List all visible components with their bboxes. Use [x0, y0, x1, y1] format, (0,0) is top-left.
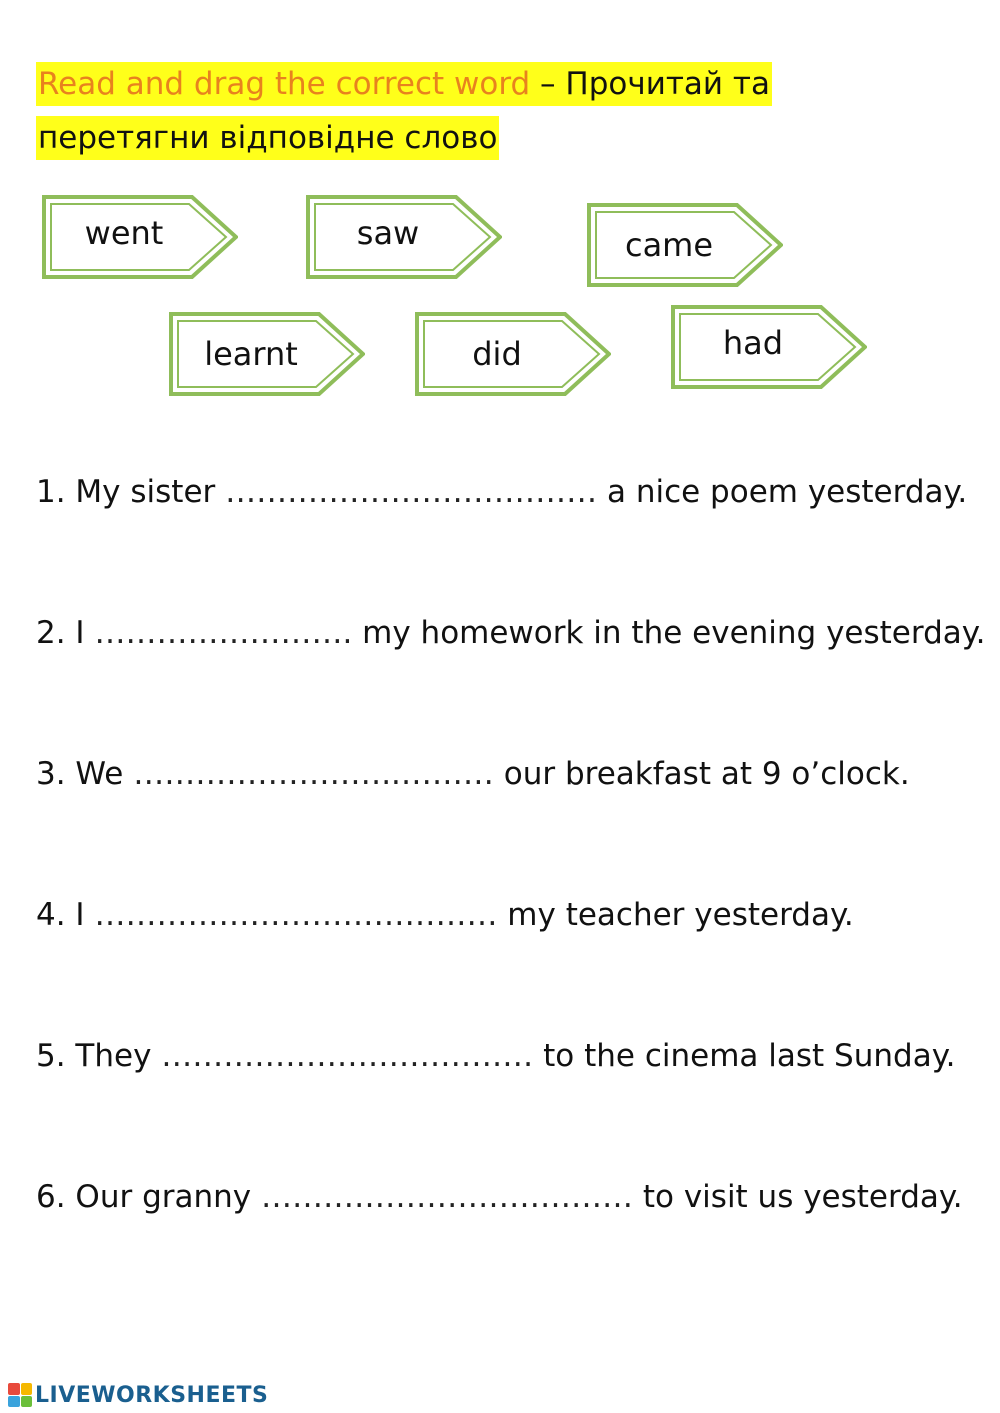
- sentence-before: 5. They: [36, 1038, 162, 1074]
- word-tag-label: came: [624, 226, 714, 264]
- brand-name: LIVEWORKSHEETS: [35, 1382, 269, 1408]
- sentence-6: [36, 1177, 963, 1217]
- answer-drop-zone[interactable]: ………………………………: [225, 474, 598, 510]
- sentence-before: 2. I: [36, 615, 95, 651]
- word-tag-label: did: [472, 335, 522, 373]
- word-tag-label: went: [84, 214, 164, 252]
- sentence-after: a nice poem yesterday.: [597, 474, 968, 510]
- word-tag-saw[interactable]: [306, 195, 502, 279]
- sentence-before: 1. My sister: [36, 474, 226, 510]
- instruction-separator: –: [530, 66, 566, 102]
- word-tag-label: saw: [356, 214, 420, 252]
- instruction-english: Read and drag the correct word: [38, 66, 531, 102]
- word-tag-learnt[interactable]: [169, 312, 365, 396]
- sentence-before: 6. Our granny: [36, 1179, 261, 1215]
- sentence-after: my teacher yesterday.: [497, 897, 854, 933]
- sentence-after: to the cinema last Sunday.: [533, 1038, 956, 1074]
- word-tag-went[interactable]: [42, 195, 238, 279]
- instruction-ukrainian-1: Прочитай та: [565, 66, 770, 102]
- sentence-5: [36, 1036, 955, 1076]
- answer-drop-zone[interactable]: ………………………………: [161, 1038, 534, 1074]
- word-tag-had[interactable]: [671, 305, 867, 389]
- word-tag-label: learnt: [204, 335, 298, 373]
- sentence-1: [36, 472, 967, 512]
- sentence-after: to visit us yesterday.: [633, 1179, 963, 1215]
- answer-drop-zone[interactable]: …………………….: [94, 615, 353, 651]
- answer-drop-zone[interactable]: ……………………..………: [133, 756, 494, 792]
- word-tag-label: had: [722, 324, 784, 362]
- sentence-4: [36, 895, 854, 935]
- instruction-line-1: [36, 62, 772, 106]
- sentence-2: [36, 613, 986, 653]
- sentence-before: 3. We: [36, 756, 134, 792]
- instruction-ukrainian-2: перетягни відповідне слово: [38, 120, 498, 156]
- sentence-after: my homework in the evening yesterday.: [352, 615, 986, 651]
- word-tag-did[interactable]: [415, 312, 611, 396]
- liveworksheets-logo-icon: [8, 1383, 32, 1407]
- instruction-line-2: [36, 116, 499, 160]
- sentence-before: 4. I: [36, 897, 95, 933]
- sentence-after: our breakfast at 9 o’clock.: [493, 756, 910, 792]
- answer-drop-zone[interactable]: …………………………………: [94, 897, 498, 933]
- word-tag-came[interactable]: [587, 203, 783, 287]
- liveworksheets-logo: [8, 1379, 268, 1411]
- answer-drop-zone[interactable]: ………………………………: [261, 1179, 633, 1215]
- sentence-3: [36, 754, 910, 794]
